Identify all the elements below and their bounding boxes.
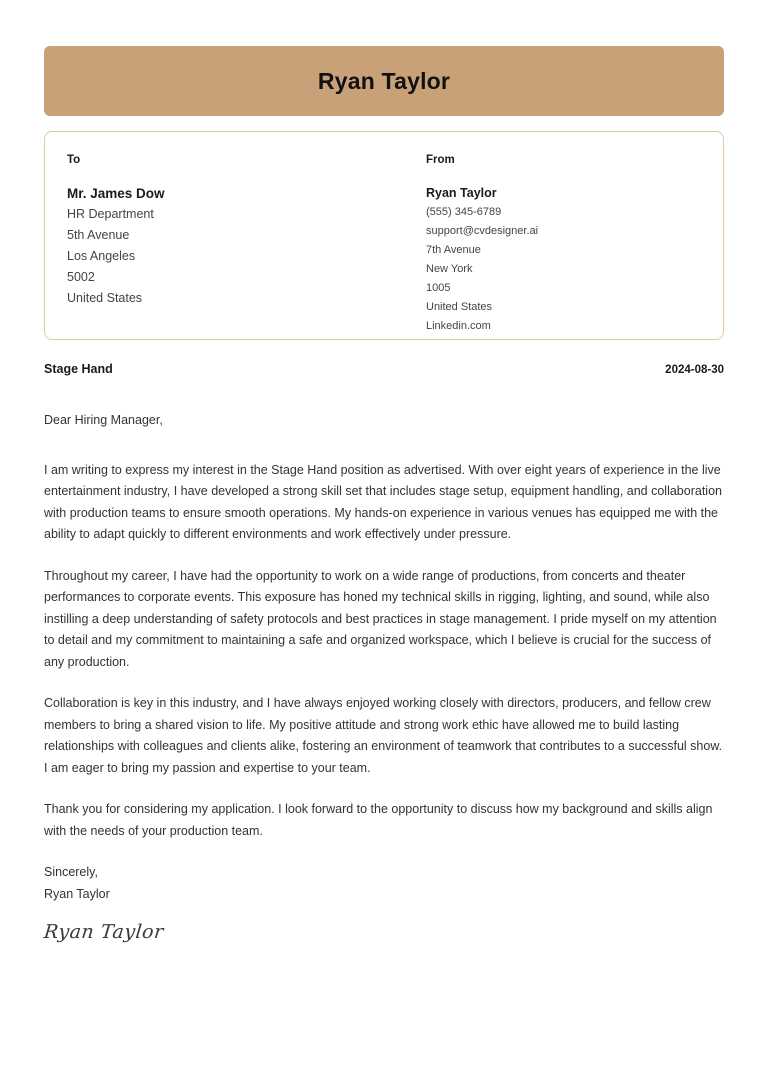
recipient-name: Mr. James Dow xyxy=(67,186,165,201)
sender-label: From xyxy=(426,154,455,166)
sender-line: 1005 xyxy=(426,282,451,294)
contact-card xyxy=(44,131,724,340)
letter-paragraph: Throughout my career, I have had the opportunity to work on a wide range of productions, from concerts and theater performances to corporate events. This exposure has honed my technical skills in rigging, lighting, and sound, while also instilling a deep understanding of safety protocols and best practices in stage management. I pride myself on my attention to detail and my commitment to maintaining a safe and organized workspace, which I believe is crucial for the success of any production. xyxy=(44,568,717,669)
recipient-line: United States xyxy=(67,291,143,305)
closing-salutation: Sincerely, xyxy=(44,865,98,879)
sender-email: support@cvdesigner.ai xyxy=(426,225,539,237)
letter-paragraph: Collaboration is key in this industry, and I have always enjoyed working closely with directors, producers, and fellow crew members to bring a shared vision to life. My positive attitude and strong work ethic have allowed me to build lasting relationships with colleagues and clients alike, fostering an environment of teamwork that contributes to a successful show. I am eager to bring my passion and expertise to your team. xyxy=(44,696,723,775)
sender-linkedin: Linkedin.com xyxy=(426,320,491,332)
sender-column xyxy=(384,147,701,339)
applicant-name-title: Ryan Taylor xyxy=(317,67,451,94)
recipient-line: Los Angeles xyxy=(67,249,136,263)
header-banner xyxy=(44,46,724,116)
closing-name: Ryan Taylor xyxy=(44,886,110,901)
letter-paragraph: I am writing to express my interest in the Stage Hand position as advertised. With over eight years of experience in the live entertainment industry, I have developed a strong skill set that includes stage setup, equipment handling, and collaboration with production teams to ensure smooth operations. My hands-on experience in various venues has equipped me with the ability to adapt quickly to different environments and work effectively under pressure. xyxy=(44,462,722,541)
recipient-column xyxy=(67,147,384,339)
letter-paragraph: Thank you for considering my application. I look forward to the opportunity to discuss how my background and skills align with the needs of your production team. xyxy=(44,802,713,838)
recipient-line: 5002 xyxy=(67,270,95,284)
letter-greeting: Dear Hiring Manager, xyxy=(44,413,163,427)
sender-phone: (555) 345-6789 xyxy=(426,206,502,218)
letter-closing xyxy=(44,862,724,905)
letter-body xyxy=(44,410,724,943)
letter-date: 2024-08-30 xyxy=(665,364,724,376)
sender-line: New York xyxy=(426,263,473,275)
subject-row xyxy=(44,362,724,376)
recipient-line: 5th Avenue xyxy=(67,228,130,242)
job-title: Stage Hand xyxy=(44,362,113,376)
sender-line: United States xyxy=(426,301,493,313)
recipient-line: HR Department xyxy=(67,207,154,221)
sender-name: Ryan Taylor xyxy=(426,186,497,200)
recipient-label: To xyxy=(67,154,81,166)
sender-line: 7th Avenue xyxy=(426,244,481,256)
handwritten-signature: Ryan Taylor xyxy=(42,921,165,943)
